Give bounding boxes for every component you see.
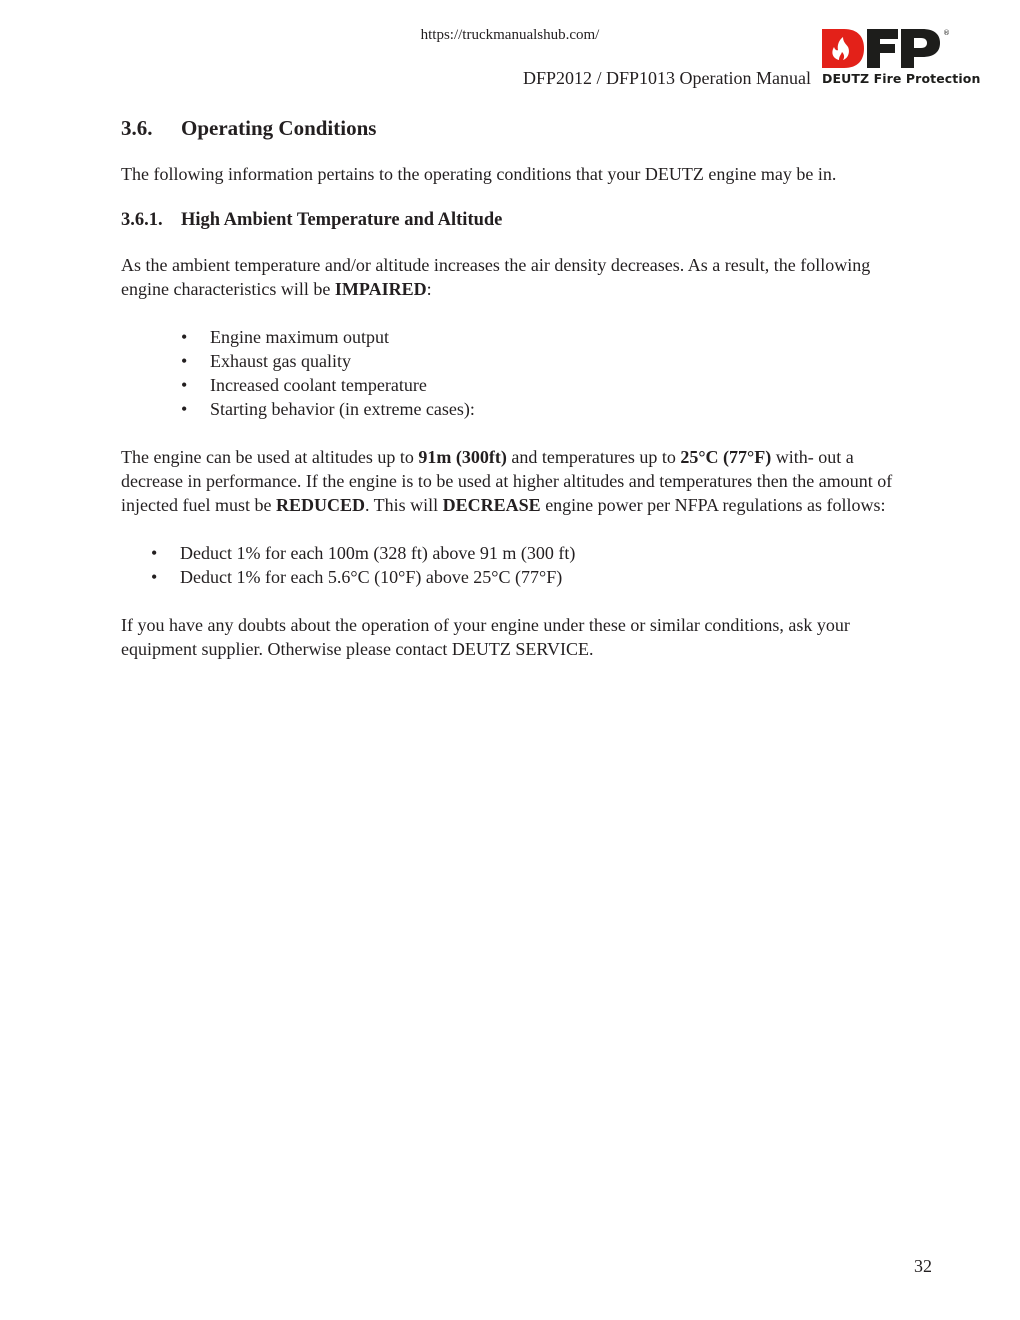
list-item: • Increased coolant temperature (121, 373, 901, 397)
list-item: • Exhaust gas quality (121, 349, 901, 373)
dfp-logo (822, 27, 982, 89)
derating-text: and temperatures up to (506, 447, 681, 467)
list-item: • Deduct 1% for each 100m (328 ft) above 91 m (300 ft) (121, 541, 901, 565)
logo-subtitle: DEUTZ Fire Protection (822, 71, 981, 86)
subsection-heading (121, 208, 901, 232)
page-number: 32 (914, 1256, 932, 1276)
decrease-emphasis: DECREASE (442, 495, 541, 515)
ambient-paragraph (121, 253, 901, 301)
subsection-title: High Ambient Temperature and Altitude (181, 210, 503, 230)
subsection-number: 3.6.1. (121, 210, 163, 230)
manual-title: DFP2012 / DFP1013 Operation Manual (523, 68, 811, 88)
derating-text: . This will (364, 495, 443, 515)
page-url: https://truckmanualshub.com/ (420, 27, 600, 43)
derating-paragraph (121, 445, 901, 517)
contact-paragraph: If you have any doubts about the operation of your engine under these or similar conditions, ask your equipment supplier. Otherwise please contact DEUTZ SERVICE. (121, 615, 850, 659)
impaired-list (121, 325, 901, 421)
section-number: 3.6. (121, 116, 153, 140)
impaired-emphasis: IMPAIRED (334, 279, 427, 299)
svg-text:®: ® (943, 29, 950, 37)
derating-text: with- out a decrease in performance. If the engine is to be used at higher altitudes and temperatures then the amount of injected fuel must be (121, 447, 893, 515)
ambient-text: As the ambient temperature and/or altitude increases the air density decreases. As a result, the following engine characteristics will be (121, 255, 871, 299)
page-content (121, 114, 901, 661)
altitude-limit: 91m (300ft) (418, 447, 507, 467)
derating-text: engine power per NFPA regulations as follows: (540, 495, 886, 515)
list-item: • Starting behavior (in extreme cases): (121, 397, 901, 421)
deduct-list (121, 541, 901, 589)
section-heading (121, 114, 901, 142)
temperature-limit: 25°C (77°F) (680, 447, 772, 467)
reduced-emphasis: REDUCED (275, 495, 365, 515)
list-item: • Deduct 1% for each 5.6°C (10°F) above 25°C (77°F) (121, 565, 901, 589)
section-title: Operating Conditions (181, 116, 377, 140)
dfp-logo-mark (822, 27, 982, 69)
list-item: • Engine maximum output (121, 325, 901, 349)
ambient-colon: : (426, 279, 432, 299)
section-intro: The following information pertains to the operating conditions that your DEUTZ engine may be in. (121, 164, 837, 184)
derating-text: The engine can be used at altitudes up to (121, 447, 419, 467)
